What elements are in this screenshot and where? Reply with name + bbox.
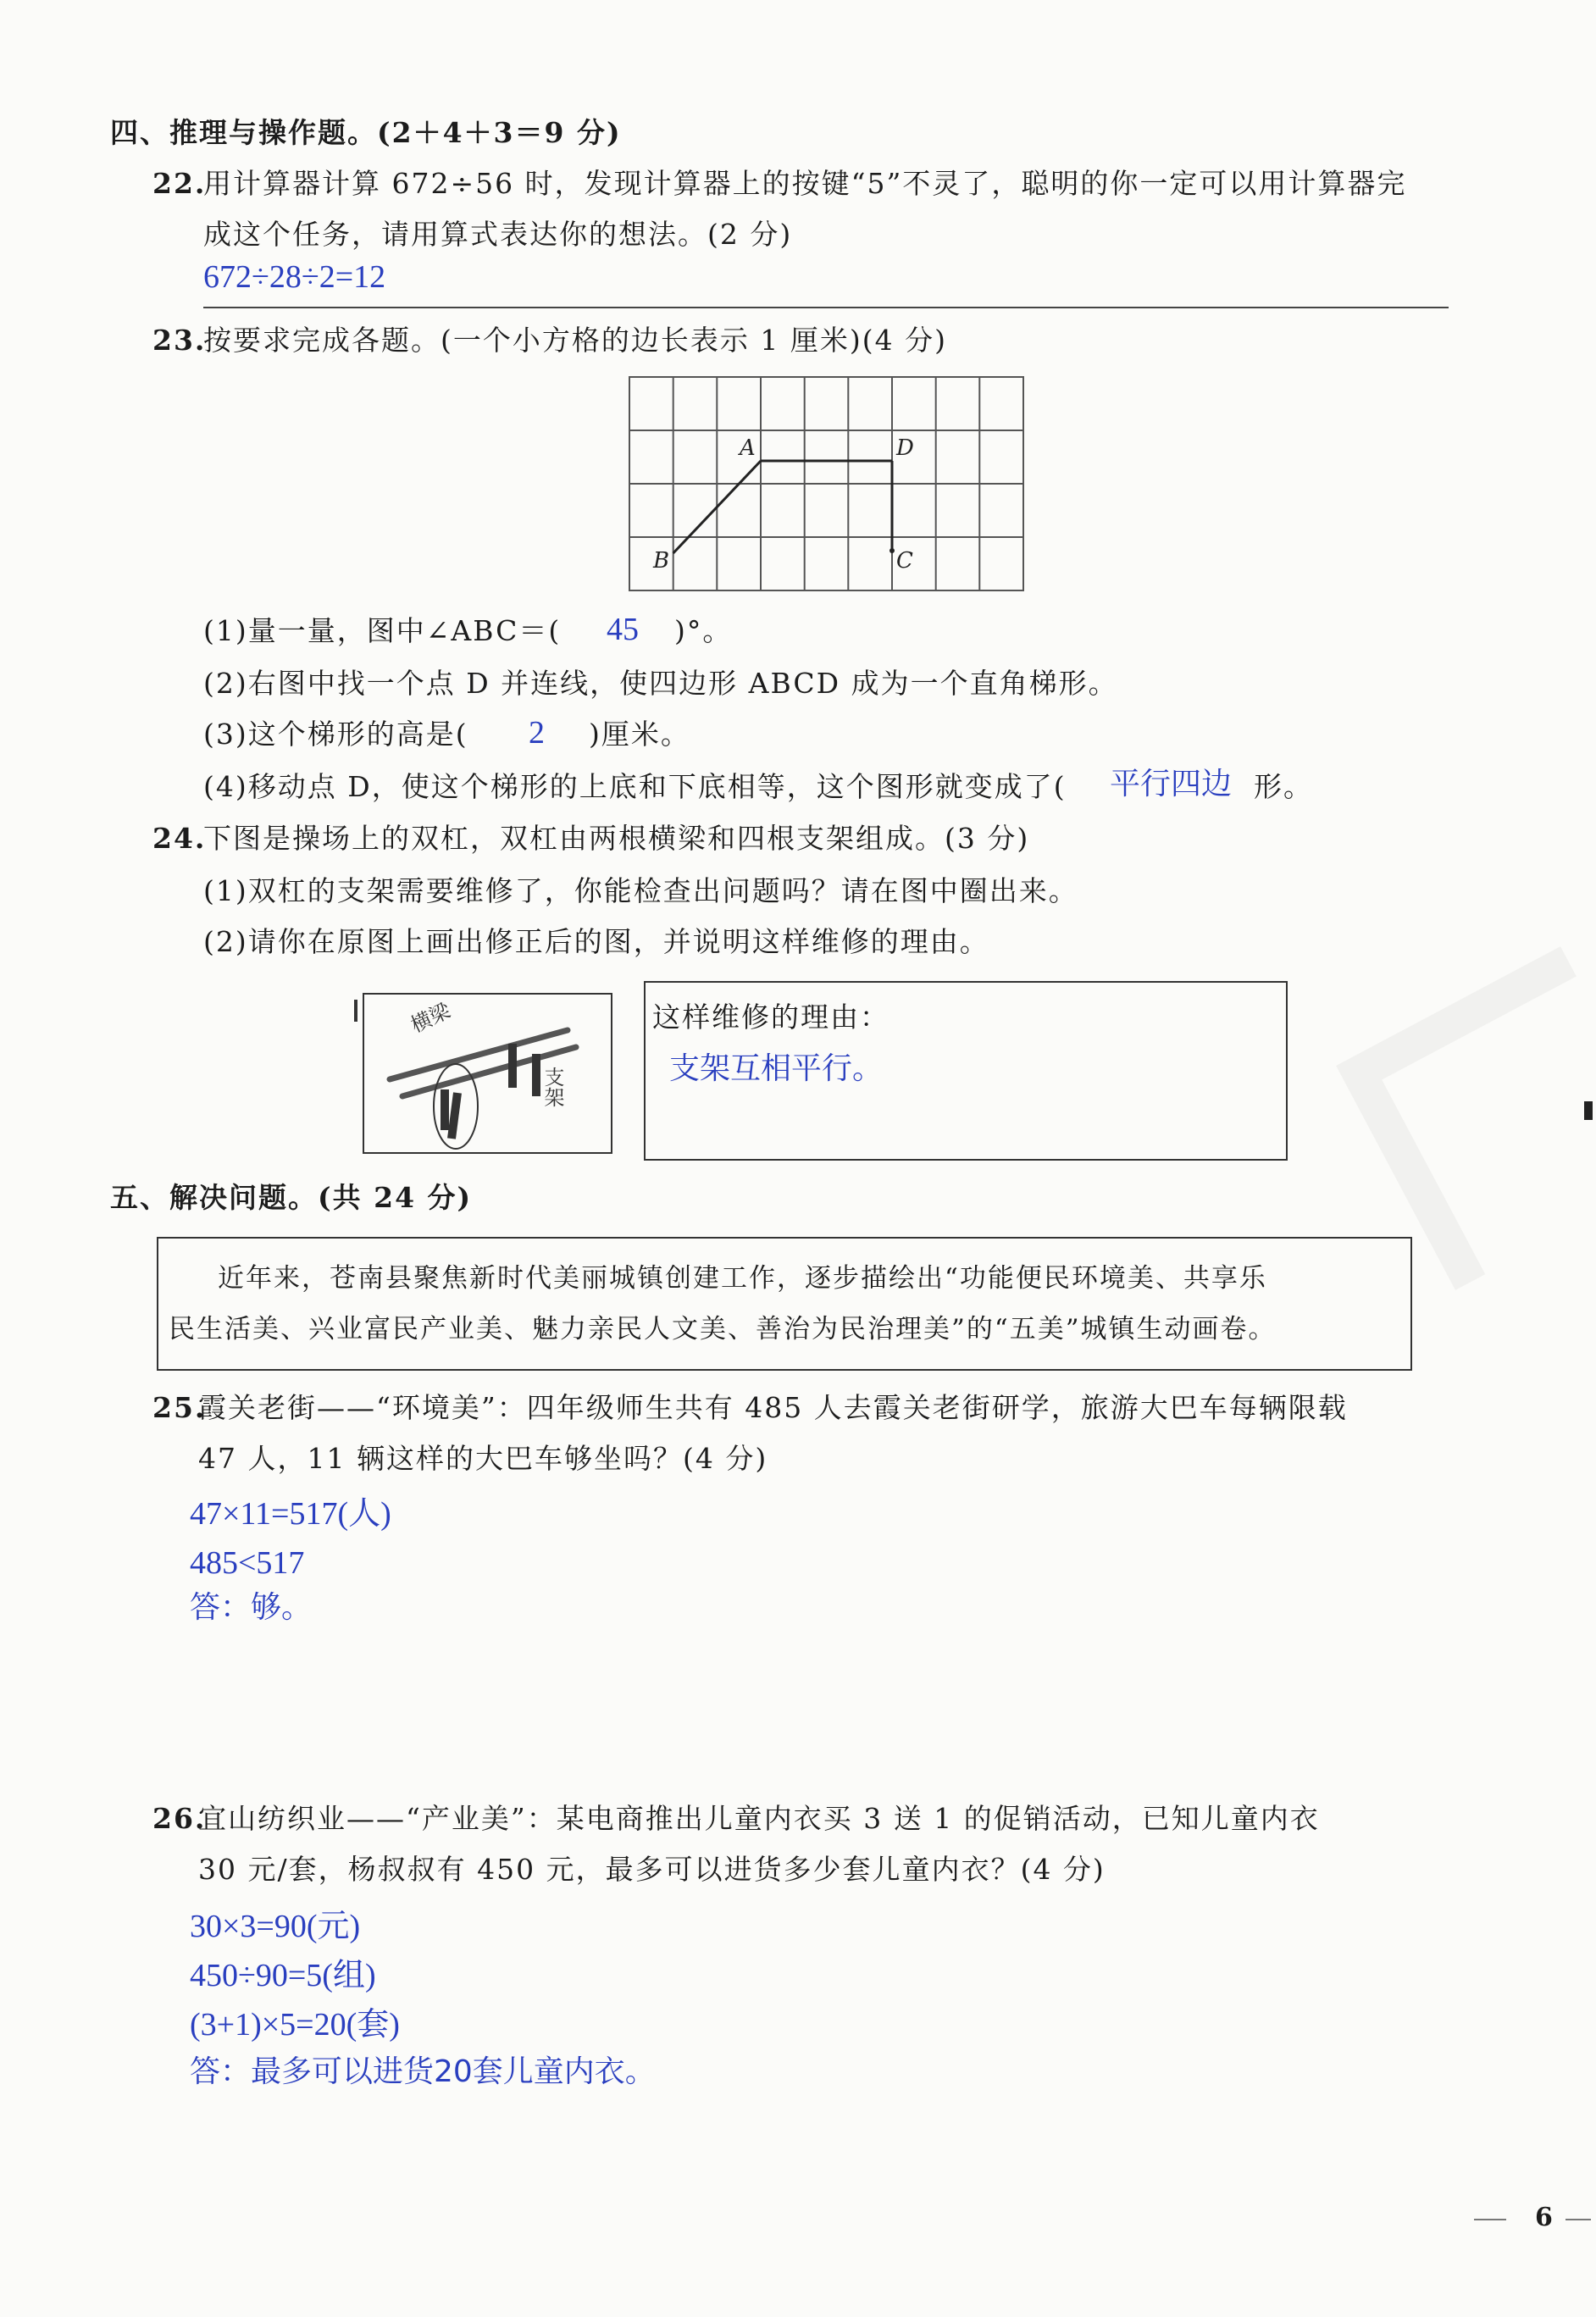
q25-line1: 霞关老街——“环境美”：四年级师生共有 485 人去霞关老街研学，旅游大巴车每辆限载 (198, 1391, 1348, 1424)
page-number-dash-left (1474, 2219, 1506, 2220)
q26-answer-line2: 450÷90=5(组) (190, 1958, 376, 1993)
q26-line2: 30 元/套，杨叔叔有 450 元，最多可以进货多少套儿童内衣？(4 分) (198, 1853, 1106, 1886)
q25-line2: 47 人，11 辆这样的大巴车够坐吗？(4 分) (198, 1442, 768, 1475)
grid-lines (629, 377, 1023, 590)
q23-number: 23. (152, 324, 207, 357)
reason-box (644, 981, 1288, 1161)
q26-answer-line3: (3+1)×5=20(套) (190, 2007, 400, 2043)
section4-heading: 四、推理与操作题。(2＋4＋3＝9 分) (110, 116, 622, 149)
q25-answer-line3: 答：够。 (190, 1590, 313, 1625)
intro-line1: 近年来，苍南县聚焦新时代美丽城镇创建工作，逐步描绘出“功能便民环境美、共享乐 (218, 1263, 1267, 1294)
label-c: C (896, 548, 913, 574)
q23-text: 按要求完成各题。(一个小方格的边长表示 1 厘米)(4 分) (203, 324, 947, 357)
q22-answer: 672÷28÷2=12 (203, 259, 386, 295)
intro-line2: 民生活美、兴业富民产业美、魅力亲民人文美、善治为民治理美”的“五美”城镇生动画卷。 (169, 1314, 1277, 1344)
q24-text: 下图是操场上的双杠，双杠由两根横梁和四根支架组成。(3 分) (203, 822, 1030, 855)
q23-part3-answer: 2 (529, 715, 545, 751)
q23-part4-suffix: 形。 (1254, 770, 1313, 803)
q24-part1: (1)双杠的支架需要维修了，你能检查出问题吗？请在图中圈出来。 (203, 874, 1078, 907)
point-c (889, 548, 895, 553)
q26-number: 26. (152, 1802, 207, 1835)
scan-edge-mark (1584, 1101, 1593, 1120)
reason-answer: 支架互相平行。 (669, 1051, 884, 1086)
parallel-bars-drawing (364, 995, 611, 1152)
q23-part4-answer: 平行四边 (1110, 767, 1233, 801)
figure-margin-mark (354, 1000, 357, 1022)
support-label: 支架 (540, 1067, 564, 1107)
q23-part1-prefix: (1)量一量，图中∠ABC＝( (203, 614, 562, 647)
trapezoid-lines (673, 461, 892, 553)
label-a: A (740, 435, 756, 461)
q23-part1-answer: 45 (607, 612, 639, 647)
q23-part3-suffix: )厘米。 (589, 718, 690, 751)
q24-number: 24. (152, 822, 207, 855)
q25-answer-line2: 485<517 (190, 1545, 305, 1581)
page-number-dash-right (1566, 2219, 1591, 2220)
q22-line1: 用计算器计算 672÷56 时，发现计算器上的按键“5”不灵了，聪明的你一定可以用计算器完 (203, 167, 1407, 200)
q24-part2: (2)请你在原图上画出修正后的图，并说明这样维修的理由。 (203, 925, 989, 958)
q22-line2: 成这个任务，请用算式表达你的想法。(2 分) (203, 218, 793, 251)
q23-part4-prefix: (4)移动点 D，使这个梯形的上底和下底相等，这个图形就变成了( (203, 770, 1067, 803)
grid-figure (625, 373, 1028, 595)
q26-answer-line1: 30×3=90(元) (190, 1909, 361, 1944)
section5-heading: 五、解决问题。(共 24 分) (110, 1181, 473, 1214)
parallel-bars-figure (363, 993, 612, 1154)
q23-part3-prefix: (3)这个梯形的高是( (203, 718, 468, 751)
q26-line1: 宜山纺织业——“产业美”：某电商推出儿童内衣买 3 送 1 的促销活动，已知儿童内衣 (198, 1802, 1320, 1835)
reason-label: 这样维修的理由： (652, 1001, 889, 1034)
q23-part2: (2)右图中找一个点 D 并连线，使四边形 ABCD 成为一个直角梯形。 (203, 667, 1118, 700)
page-number: 6 (1535, 2203, 1554, 2232)
q25-answer-line1: 47×11=517(人) (190, 1496, 391, 1532)
label-b: B (653, 548, 670, 574)
label-d: D (896, 435, 914, 461)
q22-number: 22. (152, 167, 207, 200)
intro-box (157, 1237, 1412, 1371)
beam-label: 横梁 (407, 998, 455, 1038)
q26-answer-line4: 答：最多可以进货20套儿童内衣。 (190, 2054, 656, 2089)
answer-divider (203, 307, 1449, 308)
q25-number: 25. (152, 1391, 207, 1424)
q23-part1-suffix: )°。 (674, 614, 733, 647)
